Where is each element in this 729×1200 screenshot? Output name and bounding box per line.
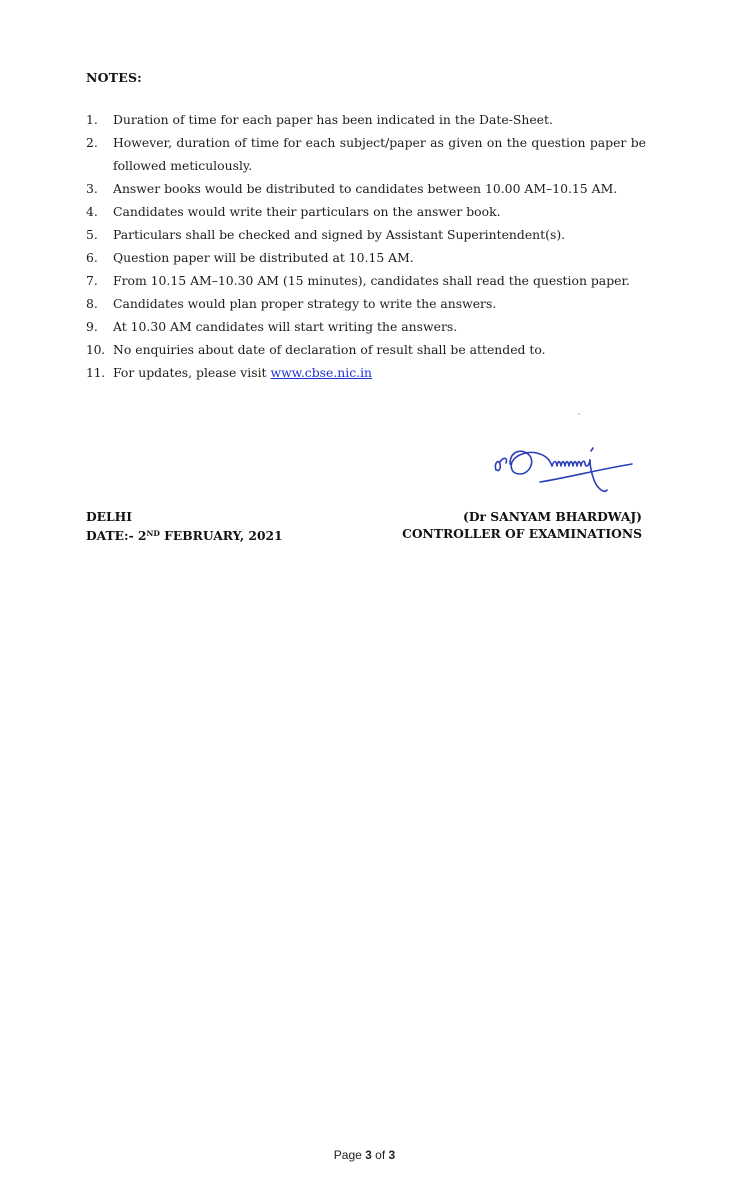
page-footer: [0, 1148, 729, 1162]
signoff-left: [86, 508, 283, 544]
note-number: 9.: [86, 319, 98, 334]
signatory-name: (Dr SANYAM BHARDWAJ): [463, 509, 642, 524]
note-text: [113, 361, 646, 384]
note-text: Answer books would be distributed to candidates between 10.00 AM–10.15 AM.: [113, 181, 618, 196]
note-text: However, duration of time for each subject/paper as given on the question paper be followed meticulously.: [113, 135, 646, 173]
note-number: 1.: [86, 112, 98, 127]
notes-heading: NOTES:: [86, 70, 142, 85]
note-item-8: [86, 292, 646, 315]
signatory-title: CONTROLLER OF EXAMINATIONS: [402, 526, 642, 541]
current-page-number: 3: [365, 1148, 372, 1162]
of-label: of: [371, 1148, 389, 1162]
notes-list: [86, 108, 646, 384]
note-item-7: [86, 269, 646, 292]
note-number: 3.: [86, 181, 98, 196]
note-item-10: [86, 338, 646, 361]
note-text-prefix: For updates, please visit: [113, 365, 271, 380]
note-number: 10.: [86, 342, 105, 357]
note-text: Question paper will be distributed at 10.15 AM.: [113, 250, 414, 265]
note-text: Duration of time for each paper has been indicated in the Date-Sheet.: [113, 112, 553, 127]
note-number: 5.: [86, 227, 98, 242]
note-number: 4.: [86, 204, 98, 219]
total-page-count: 3: [388, 1148, 396, 1162]
note-item-1: [86, 108, 646, 131]
note-text: At 10.30 AM candidates will start writing the answers.: [113, 319, 458, 334]
note-text: Candidates would plan proper strategy to write the answers.: [113, 296, 497, 311]
signature-icon: [486, 408, 636, 503]
note-number: 7.: [86, 273, 98, 288]
signoff-right: [402, 508, 642, 542]
note-item-11: [86, 361, 646, 384]
note-item-5: [86, 223, 646, 246]
note-item-2: [86, 131, 646, 177]
date-label: DATE:- 2ND FEBRUARY, 2021: [86, 528, 283, 543]
note-item-3: [86, 177, 646, 200]
note-text: Candidates would write their particulars on the answer book.: [113, 204, 501, 219]
note-item-9: [86, 315, 646, 338]
note-number: 2.: [86, 135, 98, 150]
note-text: Particulars shall be checked and signed by Assistant Superintendent(s).: [113, 227, 566, 242]
place-label: DELHI: [86, 509, 133, 524]
note-number: 8.: [86, 296, 98, 311]
note-text: No enquiries about date of declaration of result shall be attended to.: [113, 342, 546, 357]
note-item-6: [86, 246, 646, 269]
note-number: 6.: [86, 250, 98, 265]
page-label: Page: [333, 1148, 366, 1162]
note-text: From 10.15 AM–10.30 AM (15 minutes), candidates shall read the question paper.: [113, 273, 630, 288]
note-item-4: [86, 200, 646, 223]
cbse-website-link[interactable]: www.cbse.nic.in: [270, 365, 373, 380]
note-number: 11.: [86, 365, 105, 380]
